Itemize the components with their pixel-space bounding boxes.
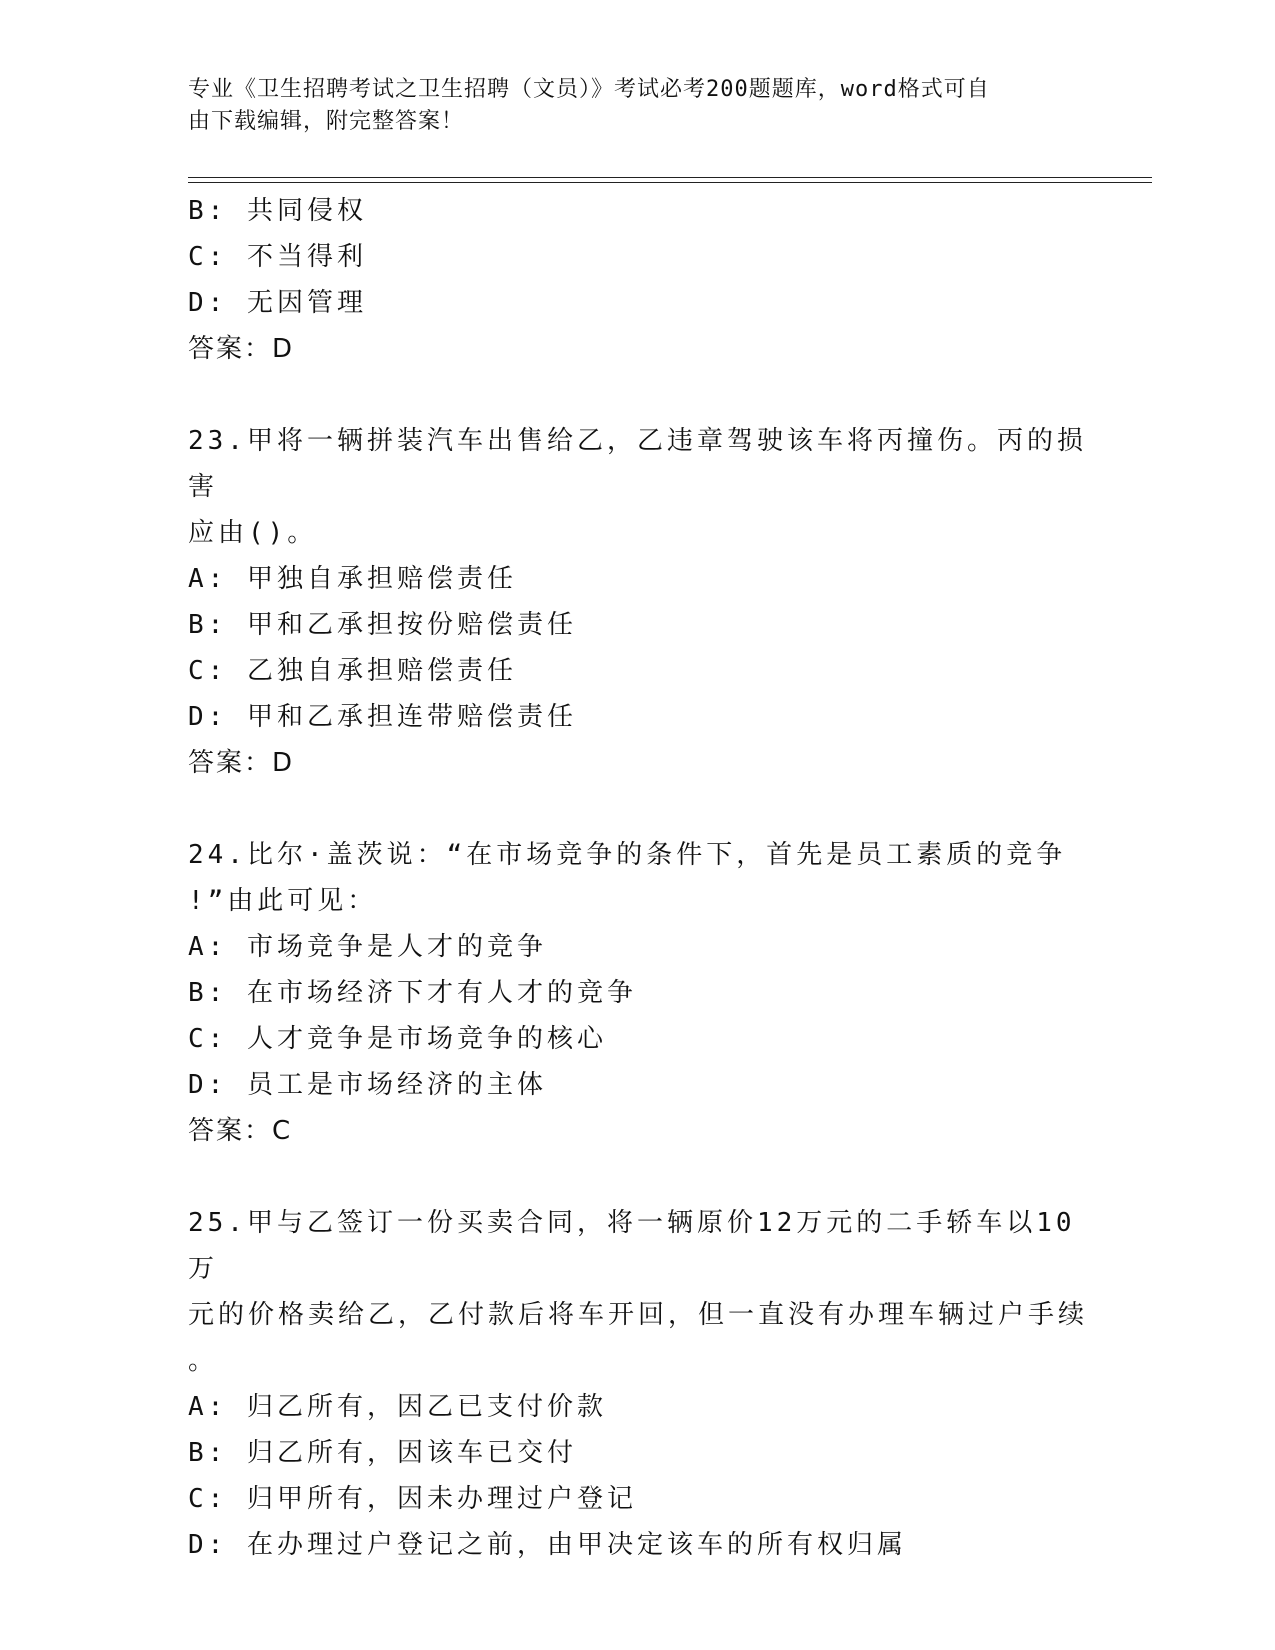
option-b: B: 在市场经济下才有人才的竞争 <box>188 978 637 1008</box>
question-stem-line: !”由此可见： <box>188 886 378 916</box>
answer-line: 答案：D <box>188 748 295 778</box>
question-stem-line: 25.甲与乙签订一份买卖合同，将一辆原价12万元的二手轿车以10万 <box>188 1208 1076 1284</box>
question-stem-line: 。 <box>188 1346 219 1376</box>
option-c: C: 不当得利 <box>188 242 367 272</box>
option-a: A: 甲独自承担赔偿责任 <box>188 564 517 594</box>
header-divider-bottom <box>188 182 1152 183</box>
document-header <box>188 74 1068 138</box>
option-c: C: 归甲所有，因未办理过户登记 <box>188 1484 637 1514</box>
question-stem-line: 24.比尔·盖茨说：“在市场竞争的条件下，首先是员工素质的竞争 <box>188 840 1067 870</box>
question-22-continuation <box>188 188 1088 372</box>
option-b: B: 归乙所有，因该车已交付 <box>188 1438 577 1468</box>
option-d: D: 无因管理 <box>188 288 367 318</box>
question-stem-line: 元的价格卖给乙，乙付款后将车开回，但一直没有办理车辆过户手续 <box>188 1300 1089 1330</box>
option-d: D: 甲和乙承担连带赔偿责任 <box>188 702 577 732</box>
option-d: D: 员工是市场经济的主体 <box>188 1070 547 1100</box>
option-b: B: 甲和乙承担按份赔偿责任 <box>188 610 577 640</box>
option-b: B: 共同侵权 <box>188 196 367 226</box>
question-23 <box>188 418 1088 786</box>
option-d: D: 在办理过户登记之前，由甲决定该车的所有权归属 <box>188 1530 907 1560</box>
option-c: C: 乙独自承担赔偿责任 <box>188 656 517 686</box>
option-c: C: 人才竞争是市场竞争的核心 <box>188 1024 607 1054</box>
header-divider-top <box>188 177 1152 178</box>
question-24 <box>188 832 1088 1154</box>
option-a: A: 归乙所有，因乙已支付价款 <box>188 1392 607 1422</box>
header-line-1: 专业《卫生招聘考试之卫生招聘（文员）》考试必考200题题库，word格式可自 <box>188 77 990 102</box>
answer-line: 答案：C <box>188 1116 293 1146</box>
option-a: A: 市场竞争是人才的竞争 <box>188 932 547 962</box>
answer-line: 答案：D <box>188 334 295 364</box>
header-line-2: 由下载编辑，附完整答案！ <box>188 109 465 134</box>
question-25 <box>188 1200 1088 1568</box>
question-list <box>188 188 1088 1568</box>
question-stem-line: 23.甲将一辆拼装汽车出售给乙，乙违章驾驶该车将丙撞伤。丙的损害 <box>188 426 1087 502</box>
question-stem-line: 应由()。 <box>188 518 318 548</box>
